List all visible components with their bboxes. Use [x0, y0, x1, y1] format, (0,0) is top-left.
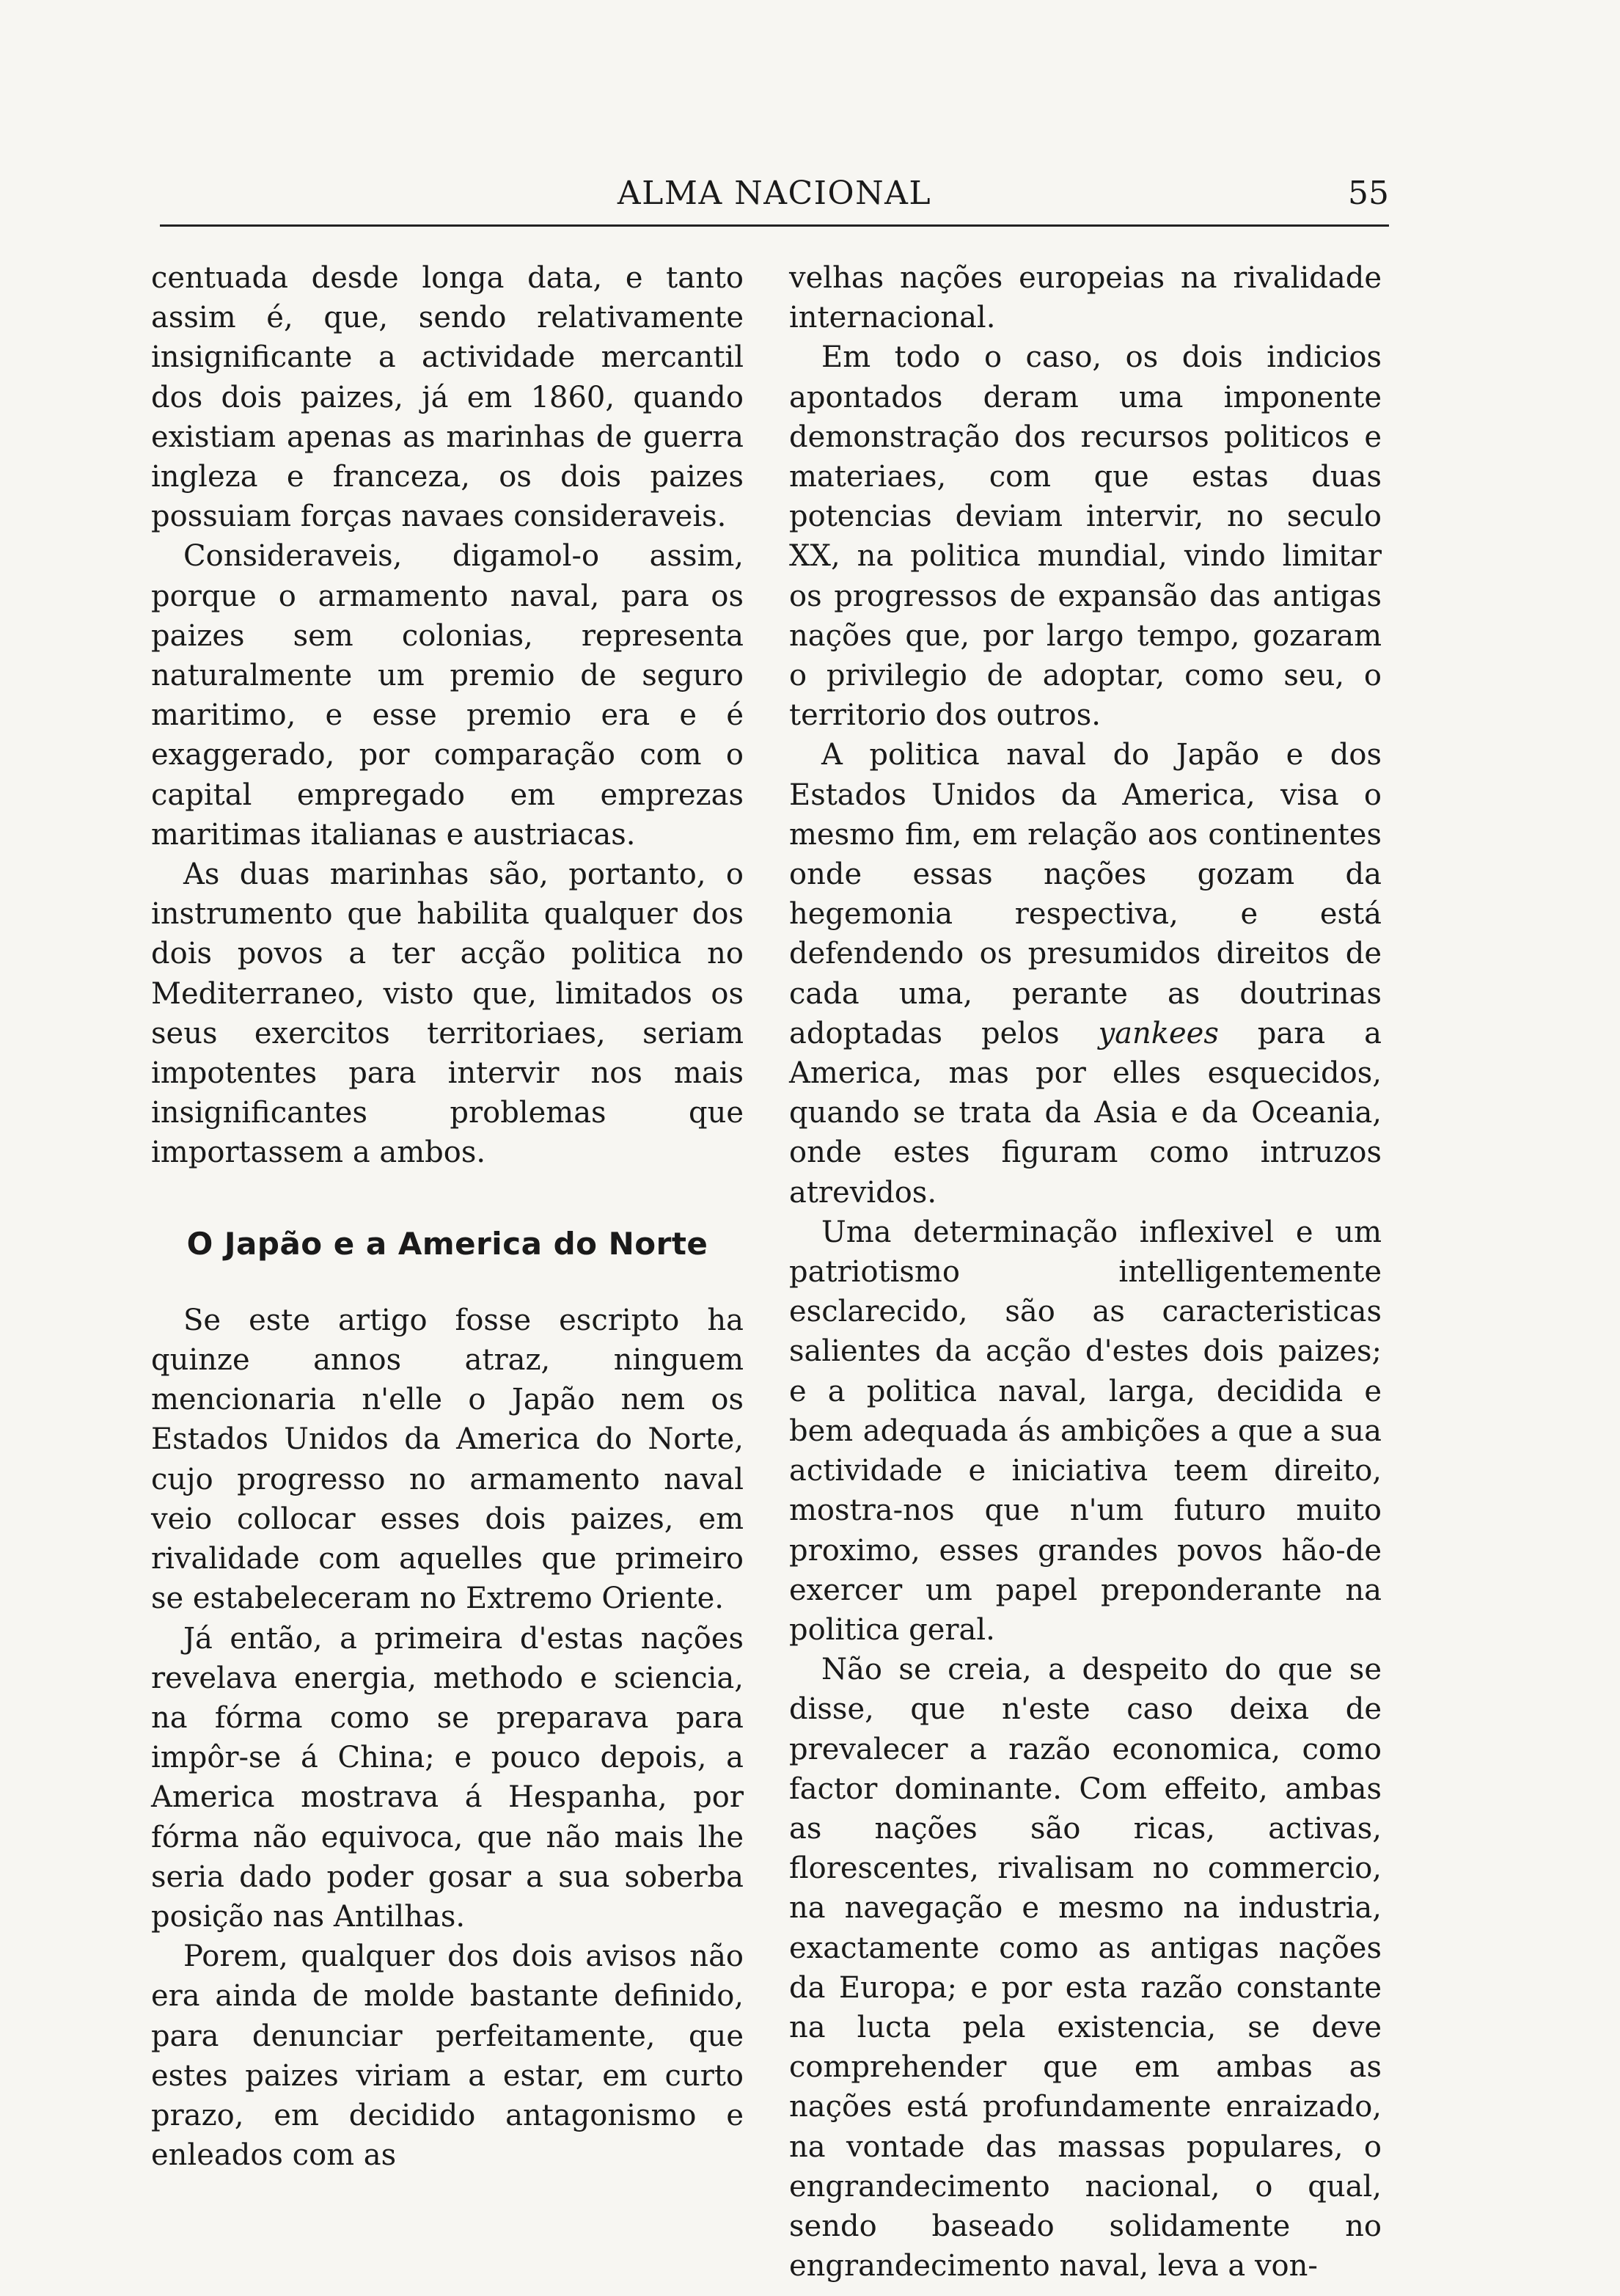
paragraph: Se este artigo fosse escripto ha quinze annos atraz, ninguem mencionaria n'elle o Japão nem os Estados Unidos da America do Norte, cujo progresso no armamento naval veio collocar esses dois paizes, em rivalidade com aquelles que primeiro se estabeleceram no Extremo Oriente.: [151, 1303, 744, 1616]
running-head: [160, 170, 1389, 223]
paragraph: Não se creia, a despeito do que se disse, que n'este caso deixa de prevalecer a razão economica, como factor dominante. Com effeito, ambas as nações são ricas, activas, florescentes, rivalisam no commercio, na navegação e mesmo na industria, exactamente como as antigas nações da Europa; e por esta razão constante na lucta pela existencia, se deve comprehender que em ambas as nações está profundamente enraizado, na vontade das massas populares, o engrandecimento nacional, o qual, sendo baseado solidamente no engrandecimento naval, leva a von-: [789, 1653, 1382, 2284]
italic-term: yankees: [1098, 1016, 1219, 1050]
left-column: [151, 258, 744, 2175]
section-heading: O Japão e a America do Norte: [186, 1225, 708, 1262]
paragraph: Em todo o caso, os dois indicios apontados deram uma imponente demonstração dos recursos politicos e materiaes, com que estas duas potencias deviam intervir, no seculo XX, na politica mundial, vindo limitar os progressos de expansão das antigas nações que, por largo tempo, gozaram o privilegio de adoptar, como seu, o territorio dos outros.: [789, 340, 1382, 733]
paragraph: velhas nações europeias na rivalidade internacional.: [789, 261, 1382, 335]
page-number: 55: [1348, 175, 1389, 212]
paragraph: Uma determinação inflexivel e um patriotismo intelligentemente esclarecido, são as caracteristicas salientes da acção d'estes dois paizes; e a politica naval, larga, decidida e bem adequada ás ambições a que a sua actividade e iniciativa teem direito, mostra-nos que n'um futuro muito proximo, esses grandes povos hão-de exercer um papel preponderante na politica geral.: [789, 1215, 1382, 1647]
running-title: ALMA NACIONAL: [617, 175, 932, 212]
paragraph: Já então, a primeira d'estas nações revelava energia, methodo e sciencia, na fórma como se preparava para impôr-se á China; e pouco depois, a America mostrava á Hespanha, por fórma não equivoca, que não mais lhe seria dado poder gosar a sua soberba posição nas Antilhas.: [151, 1621, 744, 1934]
header-rule: [160, 224, 1389, 227]
right-column: [789, 258, 1382, 2286]
paragraph: Consideraveis, digamol-o assim, porque o armamento naval, para os paizes sem colonias, representa naturalmente um premio de seguro maritimo, e esse premio era e é exaggerado, por comparação com o capital empregado em emprezas maritimas italianas e austriacas.: [151, 539, 744, 852]
paragraph: centuada desde longa data, e tanto assim é, que, sendo relativamente insignificante a actividade mercantil dos dois paizes, já em 1860, quando existiam apenas as marinhas de guerra ingleza e franceza, os dois paizes possuiam forças navaes consideraveis.: [151, 261, 744, 534]
paragraph: [789, 735, 1382, 1212]
paragraph: Porem, qualquer dos dois avisos não era ainda de molde bastante definido, para denunciar perfeitamente, que estes paizes viriam a estar, em curto prazo, em decidido antagonismo e enleados com as: [151, 1939, 744, 2173]
text-run: para a America, mas por elles esquecidos, quando se trata da Asia e da Oceania, onde estes figuram como intruzos atrevidos.: [789, 1016, 1382, 1210]
text-run: A politica naval do Japão e dos Estados Unidos da America, visa o mesmo fim, em relação aos continentes onde essas nações gozam da hegemonia respectiva, e está defendendo os presumidos direitos de cada uma, perante as doutrinas adoptadas pelos: [789, 738, 1382, 1050]
paragraph: As duas marinhas são, portanto, o instrumento que habilita qualquer dos dois povos a ter acção politica no Mediterraneo, visto que, limitados os seus exercitos territoriaes, seriam impotentes para intervir nos mais insignificantes problemas que importassem a ambos.: [151, 858, 744, 1170]
